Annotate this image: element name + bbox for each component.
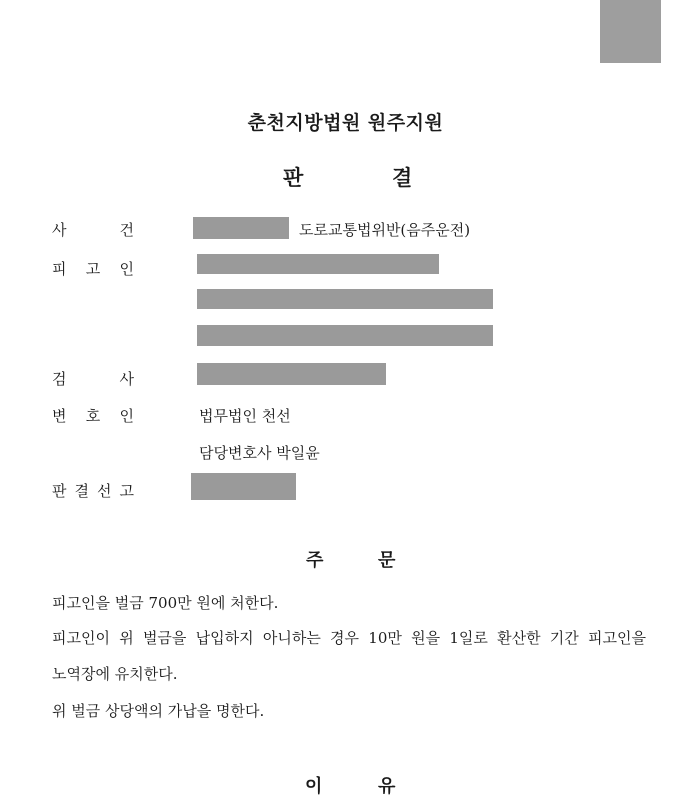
reason-heading-char-1: 이 (305, 776, 323, 797)
redacted-judgment-date (191, 473, 296, 500)
order-line: 위 벌금 상당액의 가납을 명한다. (52, 702, 265, 720)
order-heading-char-2: 문 (378, 550, 396, 571)
order-line: 피고인을 벌금 700만 원에 처한다. (52, 594, 279, 612)
counsel-attorney: 담당변호사 박일윤 (199, 444, 320, 462)
redacted-prosecutor-name (197, 363, 386, 385)
redaction-block-corner (600, 0, 661, 63)
document-title-char-1: 판 (283, 166, 304, 190)
counsel-label: 변 호 인 (52, 407, 134, 425)
prosecutor-label: 검 사 (52, 370, 134, 388)
case-name: 도로교통법위반(음주운전) (299, 221, 471, 239)
redacted-case-number (193, 217, 289, 239)
order-line: 피고인이 위 벌금을 납입하지 아니하는 경우 10만 원을 1일로 환산한 기간 피고인을 (52, 629, 646, 647)
redacted-defendant-address (197, 325, 493, 346)
redacted-defendant-info (197, 289, 493, 309)
reason-heading-char-2: 유 (378, 776, 396, 797)
order-line: 노역장에 유치한다. (52, 665, 178, 683)
court-name: 춘천지방법원 원주지원 (247, 112, 444, 134)
order-heading-char-1: 주 (306, 550, 324, 571)
defendant-label: 피 고 인 (52, 260, 134, 278)
judgment-date-label: 판 결 선 고 (52, 482, 134, 500)
document-title-char-2: 결 (392, 166, 413, 190)
redacted-defendant-name (197, 254, 439, 274)
counsel-firm: 법무법인 천선 (199, 407, 291, 425)
case-label: 사 건 (52, 221, 134, 239)
